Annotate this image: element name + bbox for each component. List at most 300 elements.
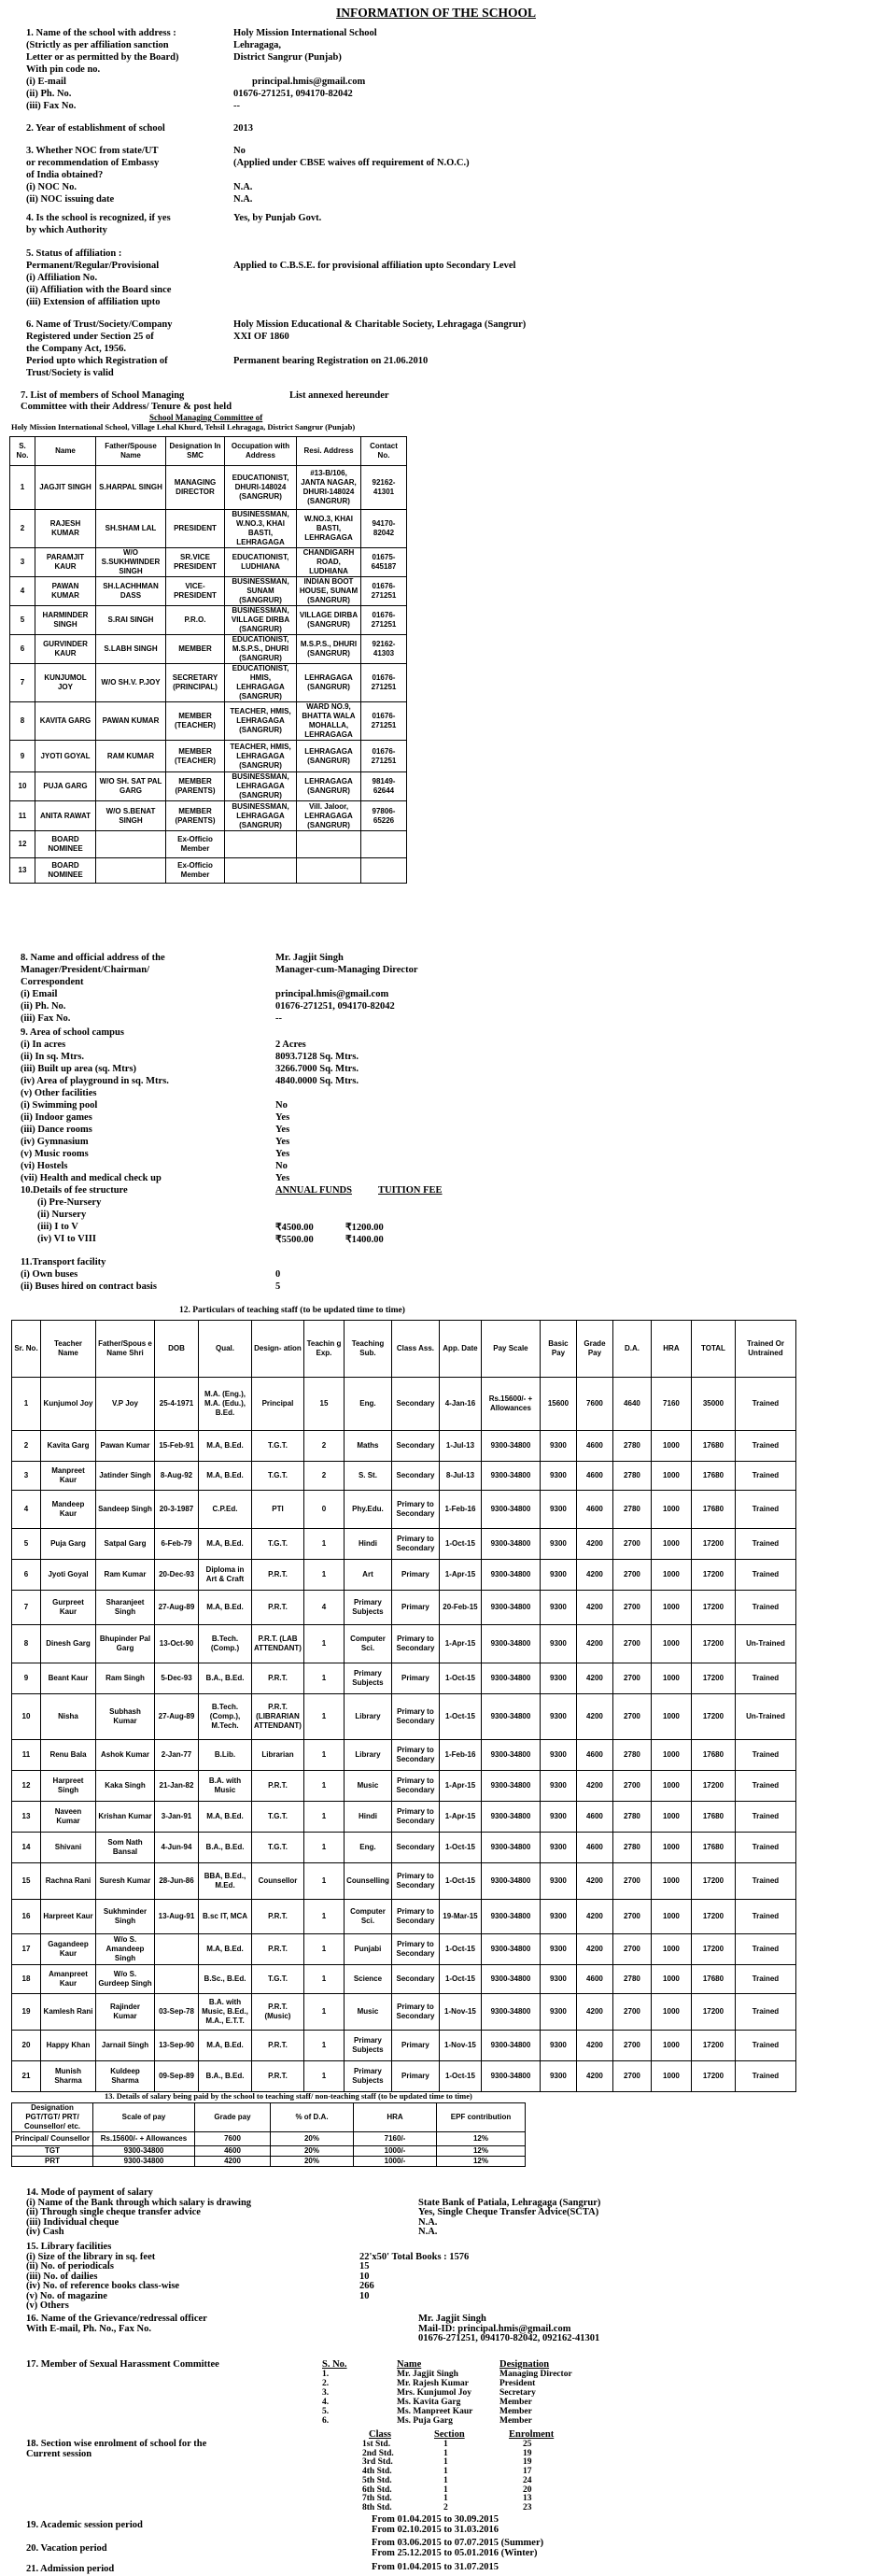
teaching-staff-table-cell: 2 (303, 1431, 344, 1462)
teaching-staff-table-cell: 7 (12, 1591, 41, 1625)
teaching-staff-table-cell: M.A, B.Ed. (199, 1591, 252, 1625)
smc-table-cell: MANAGING DIRECTOR (166, 466, 225, 510)
teaching-staff-table-cell: 1000 (651, 2031, 691, 2061)
teaching-staff-table-cell: 4200 (576, 1560, 612, 1591)
teaching-staff-table-cell: 1000 (651, 1663, 691, 1694)
sec1-email: principal.hmis@gmail.com (252, 77, 366, 87)
sec1-fax: -- (233, 101, 240, 111)
teaching-staff-table-cell: Kuldeep Sharma (96, 2061, 155, 2092)
smc-table-cell: S.LABH SINGH (96, 635, 166, 664)
teaching-staff-table-cell: 19 (12, 1994, 41, 2031)
teaching-staff-table-cell: Manpreet Kaur (41, 1462, 96, 1491)
salary-table-header-cell: Designation PGT/TGT/ PRT/ Counsellor/ etc. (12, 2103, 93, 2132)
teaching-staff-table-cell: 4200 (576, 1694, 612, 1740)
sec18-cell: 1 (443, 2494, 448, 2504)
salary-table-cell: 1000/- (354, 2157, 437, 2167)
teaching-staff-table-cell: Sandeep Singh (96, 1491, 155, 1529)
teaching-staff-table-cell: 1000 (651, 1462, 691, 1491)
teaching-staff-table-row (12, 1529, 796, 1560)
teaching-staff-table-cell: 17200 (691, 1771, 735, 1802)
teaching-staff-table-header-cell: Design- ation (252, 1321, 304, 1378)
teaching-staff-table-cell: P.R.T. (Music) (252, 1994, 304, 2031)
smc-table-cell: MEMBER (PARENTS) (166, 801, 225, 831)
teaching-staff-table-cell: Krishan Kumar (96, 1802, 155, 1833)
sec9-value: 2 Acres (275, 1040, 306, 1050)
teaching-staff-table-cell: 9300 (540, 1625, 576, 1663)
teaching-staff-table-cell: Secondary (391, 1378, 439, 1431)
smc-table-cell (96, 858, 166, 884)
sec18-header: Class (369, 2429, 391, 2440)
smc-table-cell: BUSINESSMAN, VILLAGE DIRBA (SANGRUR) (225, 606, 297, 635)
teaching-staff-table-cell: 17200 (691, 1560, 735, 1591)
teaching-staff-table-cell: 1-Oct-15 (439, 2061, 481, 2092)
sec18-cell: 5th Std. (362, 2475, 392, 2485)
teaching-staff-table-cell: Trained (735, 1378, 795, 1431)
smc-table-cell: Ex-Officio Member (166, 858, 225, 884)
teaching-staff-table-cell: 17200 (691, 2031, 735, 2061)
sec1-label: (iii) Fax No. (26, 101, 77, 111)
sec11-label: (i) Own buses (21, 1269, 78, 1280)
sec1-label: (ii) Ph. No. (26, 89, 72, 99)
teaching-staff-table-row (12, 1625, 796, 1663)
teaching-staff-table-cell: P.R.T. (252, 1771, 304, 1802)
sec5-label: Permanent/Regular/Provisional (26, 261, 160, 271)
teaching-staff-table-cell: 20 (12, 2031, 41, 2061)
teaching-staff-table-cell: 1 (303, 1529, 344, 1560)
teaching-staff-table-header-cell: Sr. No. (12, 1321, 41, 1378)
sec17-cell: Member (499, 2407, 532, 2416)
teaching-staff-table-cell: 9300-34800 (481, 1833, 540, 1863)
teaching-staff-table-row (12, 1965, 796, 1994)
sec9-value: Yes (275, 1173, 290, 1183)
sec9-value: 8093.7128 Sq. Mtrs. (275, 1052, 359, 1062)
sec10-label: (iii) I to V (37, 1222, 78, 1232)
teaching-staff-table-cell: B.A., B.Ed. (199, 1663, 252, 1694)
teaching-staff-table-cell: Satpal Garg (96, 1529, 155, 1560)
salary-table-cell: 12% (437, 2146, 526, 2157)
teaching-staff-table-cell: Science (344, 1965, 391, 1994)
teaching-staff-table-cell: Trained (735, 1900, 795, 1934)
teaching-staff-table-cell: 1-Apr-15 (439, 1771, 481, 1802)
teaching-staff-table-cell: Rajinder Kumar (96, 1994, 155, 2031)
smc-table-cell: MEMBER (TEACHER) (166, 741, 225, 772)
teaching-staff-table-row (12, 1771, 796, 1802)
smc-table-row (10, 801, 407, 831)
teaching-staff-table-header-cell: Teacher Name (41, 1321, 96, 1378)
smc-table-cell: 12 (10, 831, 35, 858)
sec5-label: (i) Affiliation No. (26, 273, 98, 283)
teaching-staff-table-cell: 1 (303, 1863, 344, 1900)
teaching-staff-table-cell: 8-Jul-13 (439, 1462, 481, 1491)
teaching-staff-table-cell: 9300-34800 (481, 1802, 540, 1833)
teaching-staff-table-cell: 1 (303, 1965, 344, 1994)
smc-table-cell: #13-B/106, JANTA NAGAR, DHURI-148024 (SANGRUR) (297, 466, 361, 510)
teaching-staff-table-cell: Naveen Kumar (41, 1802, 96, 1833)
sec20-label: 20. Vacation period (26, 2543, 107, 2554)
sec8-label: Correspondent (21, 977, 84, 987)
teaching-staff-table-cell: M.A, B.Ed. (199, 2031, 252, 2061)
smc-table-cell: EDUCATIONIST, M.S.P.S., DHURI (SANGRUR) (225, 635, 297, 664)
smc-table-cell: KUNJUMOL JOY (35, 664, 96, 702)
teaching-staff-table-cell: M.A. (Eng.), M.A. (Edu.), B.Ed. (199, 1378, 252, 1431)
smc-table-header-cell: S. No. (10, 437, 35, 466)
teaching-staff-table-cell: Primary to Secondary (391, 1740, 439, 1771)
teaching-staff-table-cell: Un-Trained (735, 1625, 795, 1663)
teaching-staff-table-cell: 1000 (651, 1900, 691, 1934)
sec18-label: Current session (26, 2448, 92, 2459)
teaching-staff-table-cell: Trained (735, 1663, 795, 1694)
teaching-staff-table-cell: 1000 (651, 1560, 691, 1591)
sec15-label: (i) Size of the library in sq. feet (26, 2251, 156, 2262)
teaching-staff-table-cell: 9300 (540, 1529, 576, 1560)
teaching-staff-table-cell: Mandeep Kaur (41, 1491, 96, 1529)
smc-table-row (10, 635, 407, 664)
teaching-staff-table-cell: 4 (12, 1491, 41, 1529)
teaching-staff-table-cell: C.P.Ed. (199, 1491, 252, 1529)
teaching-staff-table-cell: P.R.T. (252, 1663, 304, 1694)
sec17-cell: Secretary (499, 2388, 536, 2398)
sec1-label: Letter or as permitted by the Board) (26, 52, 179, 63)
smc-table-cell: 2 (10, 510, 35, 548)
teaching-staff-table-cell: 1-Jul-13 (439, 1431, 481, 1462)
teaching-staff-table-cell: Primary (391, 1663, 439, 1694)
teaching-staff-table-cell: 9300-34800 (481, 1491, 540, 1529)
teaching-staff-table-cell (155, 1965, 199, 1994)
teaching-staff-table-cell: Primary to Secondary (391, 1802, 439, 1833)
sec4-label: by which Authority (26, 225, 107, 235)
teaching-staff-table-cell: Computer Sci. (344, 1625, 391, 1663)
teaching-staff-table-cell: 11 (12, 1740, 41, 1771)
smc-table-header-cell: Occupation with Address (225, 437, 297, 466)
smc-table-cell (96, 831, 166, 858)
teaching-staff-table-cell: 4200 (576, 1625, 612, 1663)
salary-table-row (12, 2132, 526, 2146)
salary-table (11, 2102, 526, 2167)
teaching-staff-table-cell: 17680 (691, 1431, 735, 1462)
teaching-staff-table-cell: Trained (735, 2031, 795, 2061)
teaching-staff-table-cell: 9300 (540, 2031, 576, 2061)
sec1-value: Lehragaga, (233, 40, 282, 50)
sec18-cell: 3rd Std. (362, 2457, 393, 2468)
teaching-staff-table-cell: Primary to Secondary (391, 1771, 439, 1802)
sec4-label: 4. Is the school is recognized, if yes (26, 213, 171, 223)
sec9-value: Yes (275, 1137, 290, 1147)
teaching-staff-table-cell: 2780 (612, 1491, 651, 1529)
teaching-staff-table-cell: T.G.T. (252, 1965, 304, 1994)
smc-table-cell: 98149-62644 (361, 772, 407, 801)
teaching-staff-table-cell: Ashok Kumar (96, 1740, 155, 1771)
smc-table-cell: PAWAN KUMAR (96, 702, 166, 741)
teaching-staff-table-cell: Trained (735, 1934, 795, 1965)
smc-table-cell (361, 831, 407, 858)
sec18-cell: 24 (523, 2475, 532, 2485)
smc-table-cell (225, 858, 297, 884)
teaching-staff-table-cell: Trained (735, 1994, 795, 2031)
teaching-staff-table-cell: 15 (303, 1378, 344, 1431)
sec18-cell: 1 (443, 2475, 448, 2485)
teaching-staff-table-cell: 1-Feb-16 (439, 1740, 481, 1771)
sec12-heading: 12. Particulars of teaching staff (to be updated time to time) (179, 1306, 405, 1315)
smc-table-cell: 6 (10, 635, 35, 664)
sec9-value: 4840.0000 Sq. Mtrs. (275, 1076, 359, 1086)
teaching-staff-table-cell: 9300 (540, 1694, 576, 1740)
teaching-staff-table-cell: Nisha (41, 1694, 96, 1740)
teaching-staff-table-cell: 2780 (612, 1833, 651, 1863)
teaching-staff-table-cell: Ram Singh (96, 1663, 155, 1694)
teaching-staff-table-cell: 10 (12, 1694, 41, 1740)
salary-table-row (12, 2157, 526, 2167)
teaching-staff-table-cell: 4 (303, 1591, 344, 1625)
sec9-value: No (275, 1161, 288, 1171)
teaching-staff-table-cell: 28-Jun-86 (155, 1863, 199, 1900)
teaching-staff-table-cell: 1 (303, 1771, 344, 1802)
teaching-staff-table-row (12, 1833, 796, 1863)
teaching-staff-table-cell: T.G.T. (252, 1462, 304, 1491)
smc-table-cell: RAJESH KUMAR (35, 510, 96, 548)
sec14-label: (ii) Through single cheque transfer advice (26, 2207, 201, 2217)
teaching-staff-table-cell: 9300 (540, 1833, 576, 1863)
teaching-staff-table-header-cell: D.A. (612, 1321, 651, 1378)
teaching-staff-table-cell: 9300 (540, 1491, 576, 1529)
smc-table-cell: CHANDIGARH ROAD, LUDHIANA (297, 548, 361, 577)
sec10-tuition: ₹1200.00 (345, 1223, 384, 1233)
teaching-staff-table-header-cell: HRA (651, 1321, 691, 1378)
teaching-staff-table-cell: 17200 (691, 1694, 735, 1740)
smc-table-cell: 9 (10, 741, 35, 772)
sec10-label: 10.Details of fee structure (21, 1185, 128, 1196)
teaching-staff-table-row (12, 1802, 796, 1833)
teaching-staff-table-cell: 18 (12, 1965, 41, 1994)
teaching-staff-table-cell: 9300 (540, 2061, 576, 2092)
sec1-label: (i) E-mail (26, 77, 66, 87)
sec16-value: Mr. Jagjit Singh (418, 2314, 486, 2324)
sec18-cell: 2nd Std. (362, 2448, 394, 2458)
smc-table-row (10, 510, 407, 548)
teaching-staff-table-header-cell: Trained Or Untrained (735, 1321, 795, 1378)
teaching-staff-table-cell: 2 (12, 1431, 41, 1462)
salary-table-cell: 20% (271, 2157, 354, 2167)
sec18-cell: 17 (523, 2467, 532, 2477)
sec16-label: With E-mail, Ph. No., Fax No. (26, 2323, 151, 2334)
sec18-cell: 1st Std. (362, 2440, 391, 2449)
smc-table-cell: BUSINESSMAN, LEHRAGAGA (SANGRUR) (225, 772, 297, 801)
teaching-staff-table-cell: Primary to Secondary (391, 1491, 439, 1529)
teaching-staff-table-cell: Music (344, 1994, 391, 2031)
smc-table-cell (225, 831, 297, 858)
sec9-value: Yes (275, 1125, 290, 1135)
teaching-staff-table-cell: 2700 (612, 1560, 651, 1591)
teaching-staff-table-cell: 2700 (612, 1863, 651, 1900)
teaching-staff-table-cell: 9300 (540, 1663, 576, 1694)
sec9-label: (v) Other facilities (21, 1088, 97, 1098)
smc-table-cell: 01676-271251 (361, 664, 407, 702)
sec15-label: (v) No. of magazine (26, 2290, 107, 2301)
teaching-staff-table-cell: P.R.T. (LAB ATTENDANT) (252, 1625, 304, 1663)
sec17-cell: 6. (322, 2416, 330, 2426)
sec8-label: (i) Email (21, 989, 58, 999)
smc-table-cell (297, 831, 361, 858)
sec5-label: (ii) Affiliation with the Board since (26, 285, 172, 295)
sec15-value: 22'x50' Total Books : 1576 (359, 2251, 470, 2262)
teaching-staff-table-cell: Primary Subjects (344, 1591, 391, 1625)
teaching-staff-table-header-cell: App. Date (439, 1321, 481, 1378)
sec18-cell: 19 (523, 2448, 532, 2458)
teaching-staff-table-cell: Primary Subjects (344, 1663, 391, 1694)
smc-table-cell: W/O S.BENAT SINGH (96, 801, 166, 831)
teaching-staff-table-cell: 4200 (576, 1934, 612, 1965)
teaching-staff-table-cell: Trained (735, 1833, 795, 1863)
teaching-staff-table-header-cell: DOB (155, 1321, 199, 1378)
sec9-label: (i) Swimming pool (21, 1100, 98, 1111)
teaching-staff-table-cell: 4600 (576, 1802, 612, 1833)
teaching-staff-table-cell: 1000 (651, 1833, 691, 1863)
sec3-label: of India obtained? (26, 170, 104, 180)
smc-table-cell: BUSINESSMAN, W.NO.3, KHAI BASTI, LEHRAGAGA (225, 510, 297, 548)
sec19-value: From 02.10.2015 to 31.03.2016 (372, 2525, 499, 2535)
sec8-label: (iii) Fax No. (21, 1013, 71, 1024)
teaching-staff-table-cell: 9300 (540, 1771, 576, 1802)
teaching-staff-table-cell: B.sc IT, MCA (199, 1900, 252, 1934)
sec13-heading: 13. Details of salary being paid by the school to teaching staff/ non-teaching staff (to be updated time to time) (105, 2091, 472, 2101)
smc-table-cell: 01676-271251 (361, 577, 407, 606)
teaching-staff-table-cell: Trained (735, 1491, 795, 1529)
teaching-staff-table-cell: 1000 (651, 1491, 691, 1529)
sec17-header: Name (397, 2359, 422, 2370)
teaching-staff-table-cell: 2700 (612, 1625, 651, 1663)
smc-table-cell: BUSINESSMAN, LEHRAGAGA (SANGRUR) (225, 801, 297, 831)
teaching-staff-table-header-cell: Grade Pay (576, 1321, 612, 1378)
teaching-staff-table-cell: Primary to Secondary (391, 1529, 439, 1560)
sec10-col1: ANNUAL FUNDS (275, 1185, 352, 1196)
teaching-staff-table-cell: Happy Khan (41, 2031, 96, 2061)
sec9-label: 9. Area of school campus (21, 1027, 124, 1038)
sec15-label: (v) Others (26, 2300, 69, 2311)
teaching-staff-table-cell: Counselling (344, 1863, 391, 1900)
teaching-staff-table-cell: Trained (735, 2061, 795, 2092)
teaching-staff-table-cell: Art (344, 1560, 391, 1591)
smc-table-cell: 01676-271251 (361, 606, 407, 635)
sec9-label: (ii) Indoor games (21, 1112, 92, 1123)
teaching-staff-table-row (12, 1663, 796, 1694)
teaching-staff-table-row (12, 1740, 796, 1771)
teaching-staff-table-row (12, 2061, 796, 2092)
teaching-staff-table-cell: 1000 (651, 1431, 691, 1462)
sec5-value: Applied to C.B.S.E. for provisional affiliation upto Secondary Level (233, 261, 516, 271)
sec9-label: (iv) Gymnasium (21, 1137, 89, 1147)
salary-table-cell: 9300-34800 (93, 2157, 195, 2167)
sec3-value: (Applied under CBSE waives off requirement of N.O.C.) (233, 158, 470, 168)
sec18-cell: 20 (523, 2484, 532, 2495)
sec17-cell: Mr. Jagjit Singh (397, 2370, 458, 2379)
teaching-staff-table-cell: 2780 (612, 1740, 651, 1771)
teaching-staff-table-cell: B.A., B.Ed. (199, 1833, 252, 1863)
teaching-staff-table-cell: 2 (303, 1462, 344, 1491)
teaching-staff-table-cell: Pawan Kumar (96, 1431, 155, 1462)
teaching-staff-table-cell: 9300-34800 (481, 2061, 540, 2092)
teaching-staff-table-row (12, 1591, 796, 1625)
teaching-staff-table-cell: Primary to Secondary (391, 1863, 439, 1900)
teaching-staff-table-header-cell: Father/Spous e Name Shri (96, 1321, 155, 1378)
teaching-staff-table-cell: T.G.T. (252, 1529, 304, 1560)
teaching-staff-table-cell: M.A, B.Ed. (199, 1802, 252, 1833)
teaching-staff-table-cell: Primary to Secondary (391, 1694, 439, 1740)
sec17-label: 17. Member of Sexual Harassment Committee (26, 2359, 219, 2370)
sec10-label: (iv) VI to VIII (37, 1234, 96, 1244)
teaching-staff-table-cell: 17200 (691, 1994, 735, 2031)
teaching-staff-table-cell: 9300 (540, 1462, 576, 1491)
teaching-staff-table-cell: P.R.T. (252, 2061, 304, 2092)
sec20-value: From 03.06.2015 to 07.07.2015 (Summer) (372, 2538, 544, 2548)
teaching-staff-table-cell: 9300-34800 (481, 1462, 540, 1491)
smc-table-cell: 01676-271251 (361, 702, 407, 741)
smc-table-cell: JYOTI GOYAL (35, 741, 96, 772)
teaching-staff-table-header-cell: Teachin g Exp. (303, 1321, 344, 1378)
teaching-staff-table-cell: Renu Bala (41, 1740, 96, 1771)
teaching-staff-table-cell: 1000 (651, 1694, 691, 1740)
sec17-cell: Ms. Puja Garg (397, 2416, 453, 2426)
teaching-staff-table-cell: Jarnail Singh (96, 2031, 155, 2061)
sec17-cell: Ms. Kavita Garg (397, 2398, 461, 2407)
smc-table-cell: 01675-645187 (361, 548, 407, 577)
teaching-staff-table-cell: Computer Sci. (344, 1900, 391, 1934)
teaching-staff-table-cell: 9300-34800 (481, 1740, 540, 1771)
smc-table-cell: VICE-PRESIDENT (166, 577, 225, 606)
teaching-staff-table-cell: 03-Sep-78 (155, 1994, 199, 2031)
sec20-value: From 25.12.2015 to 05.01.2016 (Winter) (372, 2548, 538, 2558)
teaching-staff-table-cell: 2780 (612, 1431, 651, 1462)
teaching-staff-table-cell: Puja Garg (41, 1529, 96, 1560)
teaching-staff-table-cell: S. St. (344, 1462, 391, 1491)
salary-table-cell: 7160/- (354, 2132, 437, 2146)
teaching-staff-table-cell: 1-Oct-15 (439, 1965, 481, 1994)
teaching-staff-table-cell: Munish Sharma (41, 2061, 96, 2092)
teaching-staff-table-cell: 17200 (691, 1625, 735, 1663)
teaching-staff-table-cell: 6 (12, 1560, 41, 1591)
smc-table-cell: S.HARPAL SINGH (96, 466, 166, 510)
smc-table-cell: GURVINDER KAUR (35, 635, 96, 664)
smc-table-cell: W/O SH.V. P.JOY (96, 664, 166, 702)
teaching-staff-table-cell: 1000 (651, 1863, 691, 1900)
smc-table-cell: W/O SH. SAT PAL GARG (96, 772, 166, 801)
teaching-staff-table-cell: 9300-34800 (481, 1965, 540, 1994)
teaching-staff-table-header-cell: Basic Pay (540, 1321, 576, 1378)
teaching-staff-table-cell: PTI (252, 1491, 304, 1529)
teaching-staff-table-cell: 9300-34800 (481, 1863, 540, 1900)
teaching-staff-table-cell: 9300-34800 (481, 1529, 540, 1560)
salary-table-cell: 4200 (195, 2157, 271, 2167)
teaching-staff-table-cell: 4200 (576, 1994, 612, 2031)
salary-table-header-row (12, 2103, 526, 2132)
sec16-value: 01676-271251, 094170-82042, 092162-41301 (418, 2333, 600, 2343)
teaching-staff-table-cell: Som Nath Bansal (96, 1833, 155, 1863)
teaching-staff-table-row (12, 1378, 796, 1431)
teaching-staff-table-cell: 17680 (691, 1802, 735, 1833)
sec10-annual: ₹4500.00 (275, 1223, 314, 1233)
teaching-staff-table-cell: Shivani (41, 1833, 96, 1863)
teaching-staff-table-cell: 27-Aug-89 (155, 1694, 199, 1740)
teaching-staff-table-cell: BBA, B.Ed., M.Ed. (199, 1863, 252, 1900)
sec17-cell: President (499, 2379, 536, 2388)
sec3-label: or recommendation of Embassy (26, 158, 160, 168)
teaching-staff-table-cell: 4200 (576, 1771, 612, 1802)
sec8-label: 8. Name and official address of the (21, 953, 165, 963)
smc-table-cell: TEACHER, HMIS, LEHRAGAGA (SANGRUR) (225, 741, 297, 772)
sec5-label: (iii) Extension of affiliation upto (26, 297, 161, 307)
teaching-staff-table-cell: 2700 (612, 1591, 651, 1625)
teaching-staff-table-cell: B.A. with Music, B.Ed., M.A., E.T.T. (199, 1994, 252, 2031)
teaching-staff-table-cell: 17680 (691, 1740, 735, 1771)
smc-table-cell: 11 (10, 801, 35, 831)
